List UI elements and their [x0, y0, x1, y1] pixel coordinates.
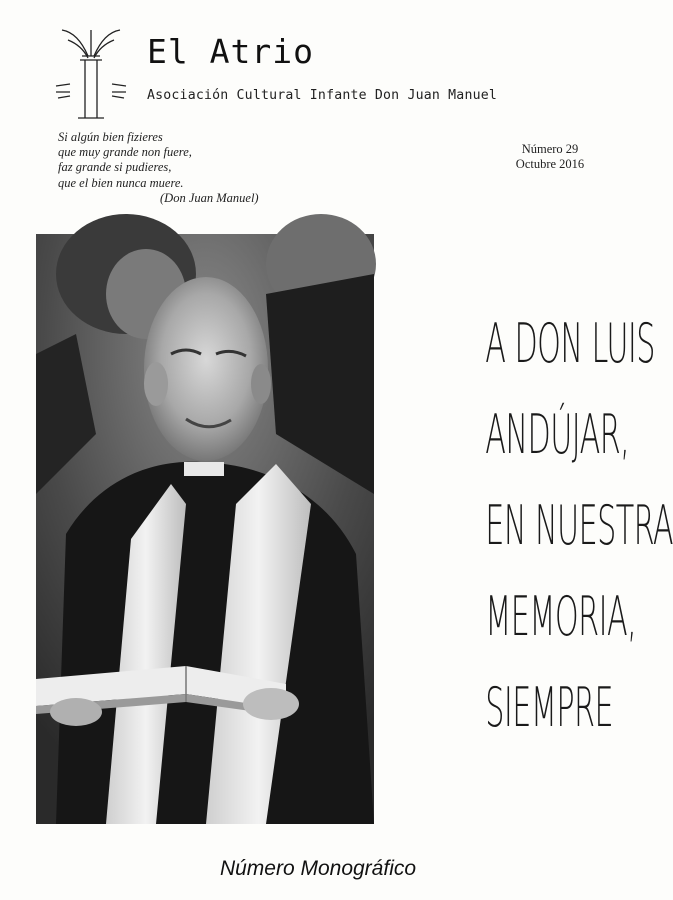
headline-line: EN NUESTRA [485, 494, 673, 557]
quote-line: que el bien nunca muere. [58, 175, 184, 190]
quote-line: faz grande si pudieres, [58, 160, 172, 175]
issue-date: Octubre 2016 [515, 157, 585, 171]
headline-line: SIEMPRE [485, 676, 614, 739]
priest-portrait-photo [36, 234, 374, 824]
magazine-title: El Atrio [147, 32, 314, 71]
epigraph-quote [58, 130, 259, 206]
monographic-label: Número Monográfico [219, 857, 417, 880]
issue-info [490, 142, 610, 172]
quote-author: (Don Juan Manuel) [160, 190, 259, 205]
headline-line: ANDÚJAR, [485, 403, 630, 466]
cover-headline [485, 298, 673, 753]
quote-line: que muy grande non fuere, [58, 145, 192, 160]
column-logo-icon [52, 26, 130, 122]
portrait-illustration-icon [36, 234, 374, 824]
issue-number: Número 29 [521, 142, 579, 156]
association-subtitle: Asociación Cultural Infante Don Juan Manuel [147, 88, 498, 103]
headline-line: A DON LUIS [485, 312, 655, 375]
quote-line: Si algún bien fizieres [58, 130, 163, 144]
headline-line: MEMORIA, [485, 585, 637, 648]
